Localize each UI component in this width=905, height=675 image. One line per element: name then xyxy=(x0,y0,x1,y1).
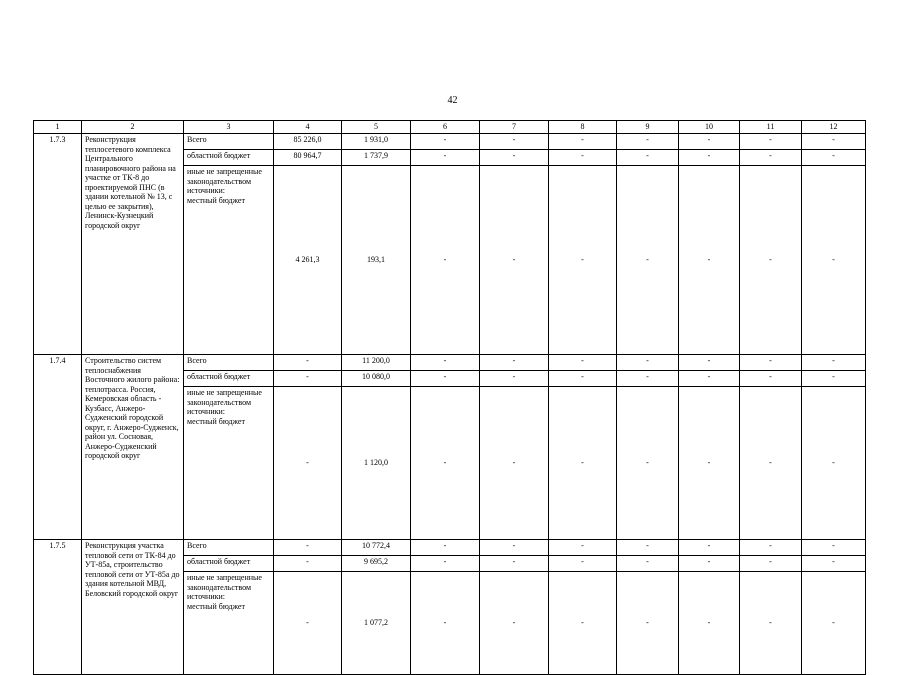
value-cell: - xyxy=(740,540,802,556)
table-body xyxy=(34,121,866,675)
value-cell: - xyxy=(740,387,802,540)
budget-table xyxy=(33,120,866,675)
column-header: 2 xyxy=(82,121,184,134)
header-row xyxy=(34,121,866,134)
value-cell: - xyxy=(679,150,740,166)
funding-source: областной бюджет xyxy=(184,556,274,572)
value-cell: - xyxy=(802,371,866,387)
value-cell: - xyxy=(480,355,549,371)
funding-source: Всего xyxy=(184,540,274,556)
value-cell: - xyxy=(802,540,866,556)
item-name: Строительство систем теплоснабжения Восточного жилого района: теплотрасса. Россия, Кемеровская область - Кузбасс, Анжеро-Судженский городской округ, г. Анжеро-Судженск, район ул. Сосновая, Анжеро-Судженский городской округ xyxy=(82,355,184,540)
value-cell: - xyxy=(802,166,866,355)
value-cell: - xyxy=(679,371,740,387)
value-cell: - xyxy=(480,540,549,556)
value-cell: - xyxy=(679,387,740,540)
value-cell: - xyxy=(411,540,480,556)
value-cell: - xyxy=(549,150,617,166)
column-header: 6 xyxy=(411,121,480,134)
value-cell: 9 695,2 xyxy=(342,556,411,572)
funding-source-sublabel: местный бюджет xyxy=(187,195,245,205)
value-cell: - xyxy=(802,572,866,675)
item-name: Реконструкция теплосетевого комплекса Центрального планировочного района на участке от ТК-8 до проектируемой ПНС (в здании котельной № 13, с целью ее закрытия), Ленинск-Кузнецкий городской округ xyxy=(82,134,184,355)
page-number: 42 xyxy=(447,95,458,106)
value-cell: - xyxy=(274,355,342,371)
value-cell: 1 120,0 xyxy=(342,387,411,540)
value-cell: - xyxy=(411,150,480,166)
value-cell: 85 226,0 xyxy=(274,134,342,150)
value-cell: - xyxy=(274,371,342,387)
funding-source-label: иные не запрещенные законодательством источники: xyxy=(187,167,262,195)
value-cell: 11 200,0 xyxy=(342,355,411,371)
value-cell: - xyxy=(679,134,740,150)
value-cell: - xyxy=(802,150,866,166)
value-cell: - xyxy=(802,556,866,572)
value-cell: - xyxy=(617,572,679,675)
value-cell: - xyxy=(480,556,549,572)
funding-source: Всего xyxy=(184,355,274,371)
value-cell: - xyxy=(274,556,342,572)
value-cell: - xyxy=(740,150,802,166)
funding-source: Всего xyxy=(184,134,274,150)
value-cell: - xyxy=(549,134,617,150)
value-cell: - xyxy=(549,572,617,675)
value-cell: - xyxy=(411,134,480,150)
funding-source: областной бюджет xyxy=(184,150,274,166)
value-cell: - xyxy=(411,556,480,572)
table-row xyxy=(34,134,866,150)
value-cell: - xyxy=(480,572,549,675)
funding-source-label: иные не запрещенные законодательством источники: xyxy=(187,388,262,416)
value-cell: - xyxy=(617,355,679,371)
value-cell: - xyxy=(679,572,740,675)
value-cell: - xyxy=(679,540,740,556)
value-cell: - xyxy=(274,572,342,675)
value-cell: - xyxy=(274,540,342,556)
column-header: 3 xyxy=(184,121,274,134)
value-cell: - xyxy=(549,371,617,387)
funding-source-sublabel: местный бюджет xyxy=(187,416,245,426)
value-cell: - xyxy=(480,134,549,150)
column-header: 1 xyxy=(34,121,82,134)
value-cell: 10 080,0 xyxy=(342,371,411,387)
value-cell: - xyxy=(274,387,342,540)
value-cell: - xyxy=(411,355,480,371)
value-cell: - xyxy=(679,166,740,355)
value-cell: - xyxy=(679,556,740,572)
value-cell: - xyxy=(549,556,617,572)
value-cell: - xyxy=(549,387,617,540)
value-cell: - xyxy=(740,355,802,371)
value-cell: 1 077,2 xyxy=(342,572,411,675)
column-header: 11 xyxy=(740,121,802,134)
value-cell: - xyxy=(740,134,802,150)
item-code: 1.7.4 xyxy=(34,355,82,540)
value-cell: - xyxy=(617,371,679,387)
value-cell: - xyxy=(480,371,549,387)
value-cell: - xyxy=(411,572,480,675)
column-header: 10 xyxy=(679,121,740,134)
value-cell: 1 737,9 xyxy=(342,150,411,166)
value-cell: - xyxy=(617,556,679,572)
value-cell: - xyxy=(802,355,866,371)
value-cell: - xyxy=(679,355,740,371)
value-cell: 1 931,0 xyxy=(342,134,411,150)
value-cell: - xyxy=(480,166,549,355)
value-cell: - xyxy=(802,134,866,150)
value-cell: 10 772,4 xyxy=(342,540,411,556)
funding-source-label: иные не запрещенные законодательством источники: xyxy=(187,573,262,601)
value-cell: - xyxy=(411,371,480,387)
column-header: 7 xyxy=(480,121,549,134)
value-cell: - xyxy=(802,387,866,540)
item-name: Реконструкция участка тепловой сети от ТК-84 до УТ-85а, строительство тепловой сети от УТ-85а до здания котельной МВД, Беловский городской округ xyxy=(82,540,184,675)
value-cell: 80 964,7 xyxy=(274,150,342,166)
column-header: 12 xyxy=(802,121,866,134)
table-row xyxy=(34,355,866,371)
value-cell: - xyxy=(480,150,549,166)
value-cell: - xyxy=(617,540,679,556)
value-cell: - xyxy=(740,556,802,572)
value-cell: - xyxy=(617,150,679,166)
column-header: 9 xyxy=(617,121,679,134)
value-cell: - xyxy=(740,572,802,675)
value-cell: - xyxy=(411,387,480,540)
value-cell: 4 261,3 xyxy=(274,166,342,355)
value-cell: - xyxy=(617,134,679,150)
funding-source-sublabel: местный бюджет xyxy=(187,601,245,611)
column-header: 5 xyxy=(342,121,411,134)
table-row xyxy=(34,540,866,556)
value-cell: - xyxy=(740,166,802,355)
value-cell: 193,1 xyxy=(342,166,411,355)
item-code: 1.7.5 xyxy=(34,540,82,675)
value-cell: - xyxy=(411,166,480,355)
funding-source: областной бюджет xyxy=(184,371,274,387)
value-cell: - xyxy=(549,540,617,556)
column-header: 4 xyxy=(274,121,342,134)
funding-source xyxy=(184,387,274,540)
value-cell: - xyxy=(549,355,617,371)
value-cell: - xyxy=(480,387,549,540)
funding-source xyxy=(184,166,274,355)
value-cell: - xyxy=(617,166,679,355)
item-code: 1.7.3 xyxy=(34,134,82,355)
value-cell: - xyxy=(617,387,679,540)
value-cell: - xyxy=(740,371,802,387)
column-header: 8 xyxy=(549,121,617,134)
funding-source xyxy=(184,572,274,675)
value-cell: - xyxy=(549,166,617,355)
